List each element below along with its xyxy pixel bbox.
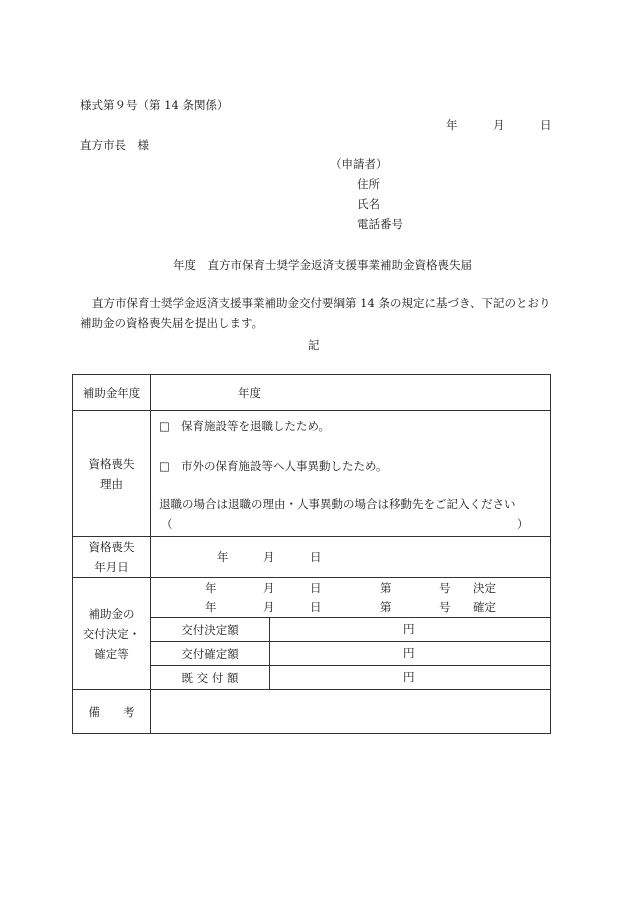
amount-paid-cell[interactable] <box>270 666 551 690</box>
reason-cell <box>151 411 551 537</box>
reason-label-line-2: 理由 <box>100 476 123 491</box>
fiscal-year-label: 補助金年度 <box>73 375 151 411</box>
amount-confirmed-label: 交付確定額 <box>151 642 270 666</box>
amount-decided-cell[interactable] <box>270 618 551 642</box>
amount-confirmed-cell[interactable] <box>270 642 551 666</box>
decision-go: 号 <box>439 581 451 595</box>
decision-label: 決定 <box>473 581 496 595</box>
amount-decided-yen: 円 <box>403 622 415 636</box>
table-row-grant-dates <box>73 578 551 618</box>
reason-paren-close: ） <box>517 517 529 531</box>
reason-label <box>73 411 151 537</box>
option-1-checkbox[interactable]: □ <box>159 419 170 433</box>
fiscal-year-suffix: 年度 <box>238 386 261 400</box>
loss-date-day: 日 <box>310 550 322 564</box>
loss-date-label-line-1: 資格喪失 <box>88 540 135 554</box>
application-table <box>72 374 551 734</box>
intro-line-1: 直方市保育士奨学金返済支援事業補助金交付要綱第 14 条の規定に基づき、下記のとおり <box>92 296 551 310</box>
applicant-heading: （申請者） <box>330 157 388 171</box>
intro-line-2: 補助金の資格喪失届を提出します。 <box>80 316 264 330</box>
grant-decision-label-line-1: 補助金の <box>88 606 135 621</box>
form-number: 様式第９号（第 14 条関係） <box>80 98 229 112</box>
reason-note: 退職の場合は退職の理由・人事異動の場合は移動先をご記入ください <box>159 497 516 511</box>
applicant-phone-label: 電話番号 <box>357 217 403 231</box>
date-month-label: 月 <box>493 118 505 132</box>
amount-paid-yen: 円 <box>403 670 415 684</box>
remarks-label: 備 考 <box>73 690 151 734</box>
document-title: 年度 直方市保育士奨学金返済支援事業補助金資格喪失届 <box>173 258 472 272</box>
confirmed-day: 日 <box>310 600 322 614</box>
loss-date-cell[interactable] <box>151 537 551 578</box>
loss-date-label-line-2: 年月日 <box>94 560 129 574</box>
amount-paid-label: 既 交 付 額 <box>151 666 270 690</box>
addressee: 直方市長 様 <box>80 138 149 152</box>
decision-dai: 第 <box>380 581 392 595</box>
option-1-label: 保育施設等を退職したため。 <box>181 419 331 433</box>
confirmed-month: 月 <box>263 600 275 614</box>
remarks-cell[interactable] <box>151 690 551 734</box>
table-row-loss-date <box>73 537 551 578</box>
loss-date-month: 月 <box>263 550 275 564</box>
applicant-address-label: 住所 <box>357 177 380 191</box>
grant-decision-label <box>73 578 151 690</box>
grant-decision-label-line-2: 交付決定・ <box>82 626 141 641</box>
applicant-name-label: 氏名 <box>357 197 380 211</box>
decision-year: 年 <box>205 581 217 595</box>
confirmed-year: 年 <box>205 600 217 614</box>
option-2-label: 市外の保育施設等へ人事異動したため。 <box>181 459 388 473</box>
grant-dates-cell[interactable] <box>151 578 551 618</box>
loss-date-year: 年 <box>217 550 229 564</box>
date-year-label: 年 <box>446 118 458 132</box>
decision-month: 月 <box>263 581 275 595</box>
loss-date-label <box>73 537 151 578</box>
grant-decision-label-line-3: 確定等 <box>94 646 129 661</box>
table-row-fiscal-year <box>73 375 551 411</box>
reason-paren-open: （ <box>161 517 173 531</box>
table-row-reason <box>73 411 551 537</box>
amount-decided-label: 交付決定額 <box>151 618 270 642</box>
amount-confirmed-yen: 円 <box>403 646 415 660</box>
ki-heading: 記 <box>308 338 320 352</box>
confirmed-dai: 第 <box>380 600 392 614</box>
confirmed-go: 号 <box>439 600 451 614</box>
date-day-label: 日 <box>540 118 552 132</box>
decision-day: 日 <box>310 581 322 595</box>
confirmed-label: 確定 <box>473 600 496 614</box>
table-row-remarks <box>73 690 551 734</box>
option-2-checkbox[interactable]: □ <box>159 459 170 473</box>
reason-label-line-1: 資格喪失 <box>88 456 135 471</box>
fiscal-year-cell[interactable] <box>151 375 551 411</box>
